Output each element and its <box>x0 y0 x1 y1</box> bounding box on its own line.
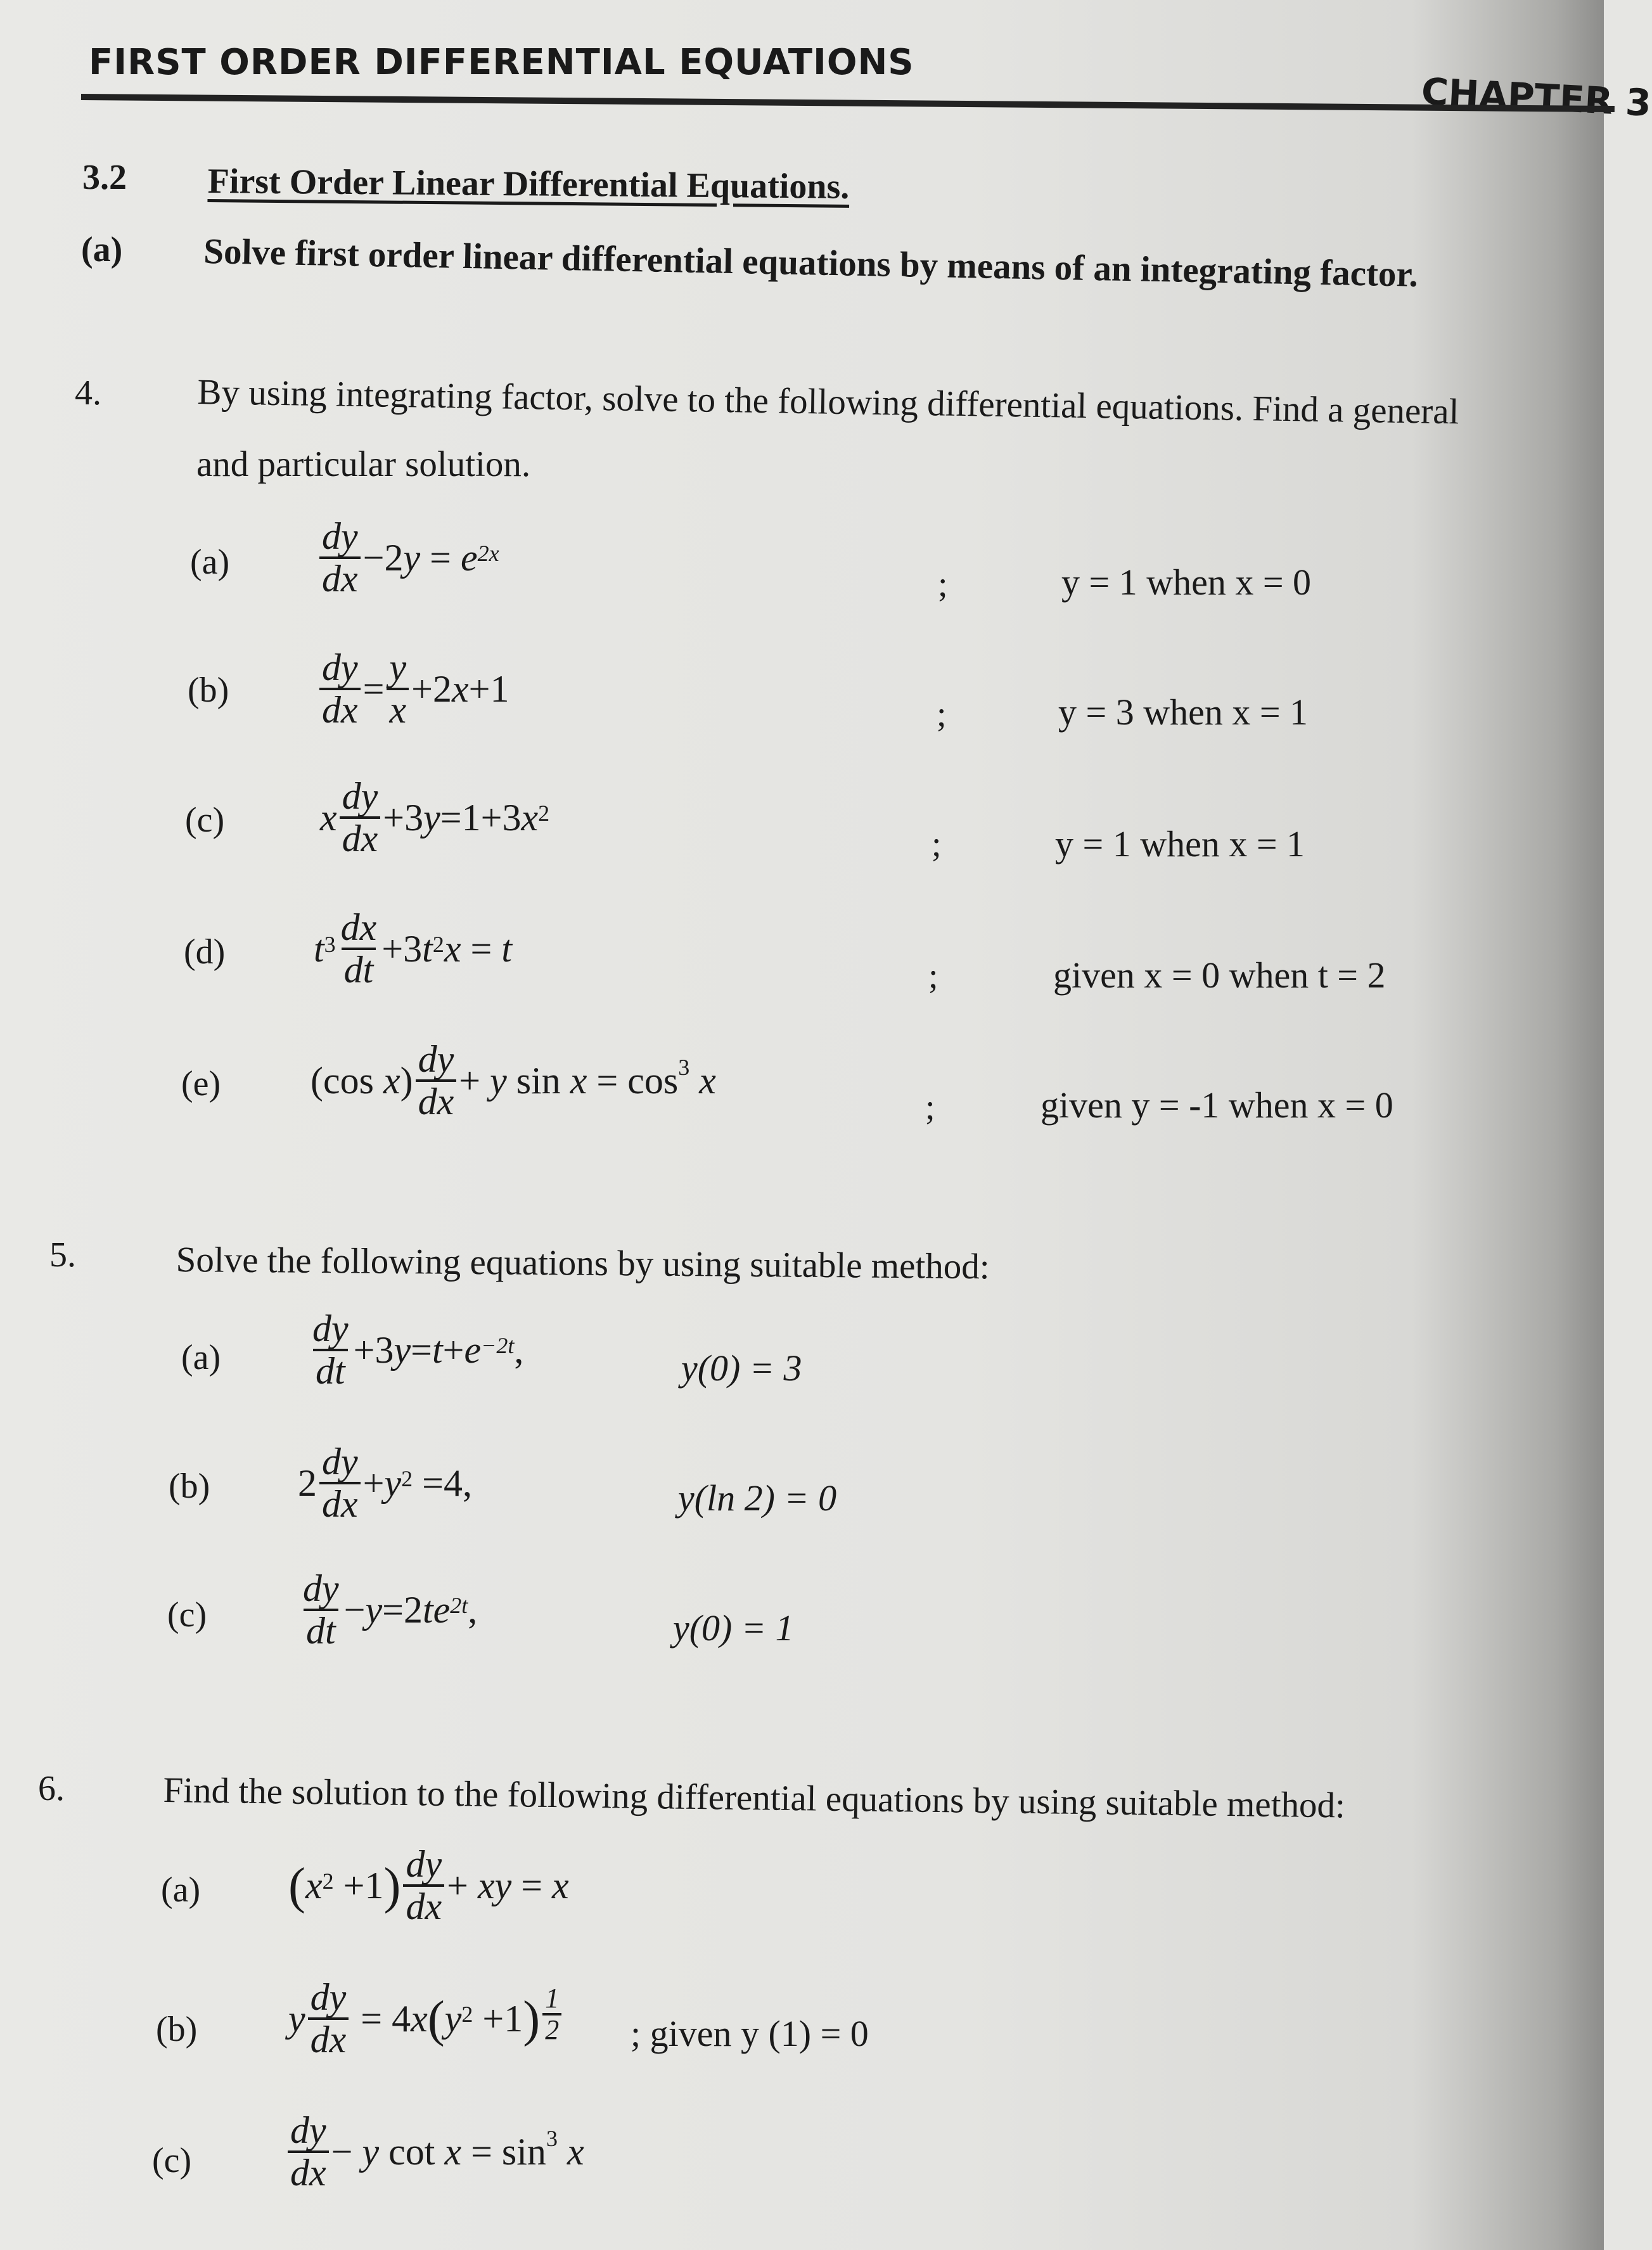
header-rule <box>81 94 1615 112</box>
q4-part-a-separator: ; <box>938 565 948 604</box>
q4-part-a-equation: $\frac{dy}{dx}$ −2 y = e $^{2x}$ <box>317 517 499 599</box>
q6-part-b-label: (b) <box>156 2010 198 2049</box>
q5-part-a-initial: y(0) = 3 <box>681 1347 802 1389</box>
q4-part-d-equation: t $^3$ $\frac{dx}{dt}$ +3 t $^2$ x = t <box>314 906 512 991</box>
objective-label: (a) <box>81 230 123 269</box>
q6-part-c-equation: $\frac{dy}{dx}$ − y cot x = $\sin^3$ x <box>285 2111 584 2193</box>
section-title: First Order Linear Differential Equations. <box>207 161 850 207</box>
q4-part-d-separator: ; <box>928 956 938 996</box>
q6-part-b-condition: ; given y (1) = 0 <box>631 2013 869 2054</box>
running-head: FIRST ORDER DIFFERENTIAL EQUATIONS <box>89 42 914 83</box>
q4-part-d-condition: given x = 0 when t = 2 <box>1053 955 1386 996</box>
question-5-text: Solve the following equations by using suitable method: <box>176 1240 990 1287</box>
q4-part-a-condition: y = 1 when x = 0 <box>1061 562 1312 603</box>
q5-part-a-equation: $\frac{dy}{dt}$ +3 y = t + e $^{-2t}$ , <box>312 1308 524 1392</box>
section-number: 3.2 <box>82 158 127 197</box>
q4-part-a-label: (a) <box>190 543 230 582</box>
q4-part-e-separator: ; <box>925 1088 935 1127</box>
question-6-number: 6. <box>38 1769 65 1808</box>
q6-part-a-label: (a) <box>161 1870 201 1910</box>
q4-part-b-separator: ; <box>937 695 947 734</box>
q6-part-c-label: (c) <box>152 2141 192 2180</box>
q5-part-b-initial: y(ln 2) = 0 <box>678 1477 837 1519</box>
q4-part-c-equation: x $\frac{dy}{dx}$ +3 y =1+3 x $^2$ <box>320 775 550 859</box>
q5-part-c-initial: y(0) = 1 <box>673 1607 794 1649</box>
q4-part-d-label: (d) <box>184 932 226 972</box>
objective-text: Solve first order linear differential equations by means of an integrating factor. <box>203 231 1419 295</box>
q5-part-a-label: (a) <box>181 1338 221 1377</box>
q6-part-a-equation: ( x $^2$ +1 ) $\frac{dy}{dx}$ + xy = x <box>288 1843 569 1927</box>
q4-part-e-condition: given y = -1 when x = 0 <box>1041 1084 1393 1126</box>
q4-part-e-equation: (cos x ) $\frac{dy}{dx}$ + y sin x = $\cos^3$ x <box>311 1038 716 1122</box>
q4-part-e-label: (e) <box>181 1064 221 1103</box>
q5-part-b-equation: 2 $\frac{dy}{dx}$ + y $^2$ =4, <box>298 1441 472 1525</box>
chapter-label: CHAPTER 3 <box>1420 70 1652 125</box>
question-4-text-line2: and particular solution. <box>196 444 531 484</box>
q4-part-c-label: (c) <box>185 800 225 840</box>
q6-part-b-equation: y $\frac{dy}{dx}$ = 4 x ( y $^2$ +1 ) $^{\frac{1}{2}}$ <box>288 1977 564 2060</box>
question-5-number: 5. <box>49 1235 76 1275</box>
q5-part-c-equation: $\frac{dy}{dt}$ − y =2 te $^{2t}$ , <box>303 1567 478 1652</box>
q4-part-b-equation: $\frac{dy}{dx}$ = $\frac{y}{x}$ +2 x +1 <box>317 648 509 730</box>
q4-part-b-condition: y = 3 when x = 1 <box>1058 691 1309 733</box>
q5-part-b-label: (b) <box>169 1467 210 1506</box>
q4-part-b-label: (b) <box>188 671 229 710</box>
q4-part-c-condition: y = 1 when x = 1 <box>1055 823 1305 865</box>
question-4-text-line1: By using integrating factor, solve to the following differential equations. Find a general <box>196 371 1459 432</box>
q5-part-c-label: (c) <box>167 1595 207 1635</box>
q4-part-c-separator: ; <box>932 825 942 864</box>
question-6-text: Find the solution to the following differential equations by using suitable method: <box>163 1770 1346 1826</box>
question-4-number: 4. <box>75 373 101 413</box>
